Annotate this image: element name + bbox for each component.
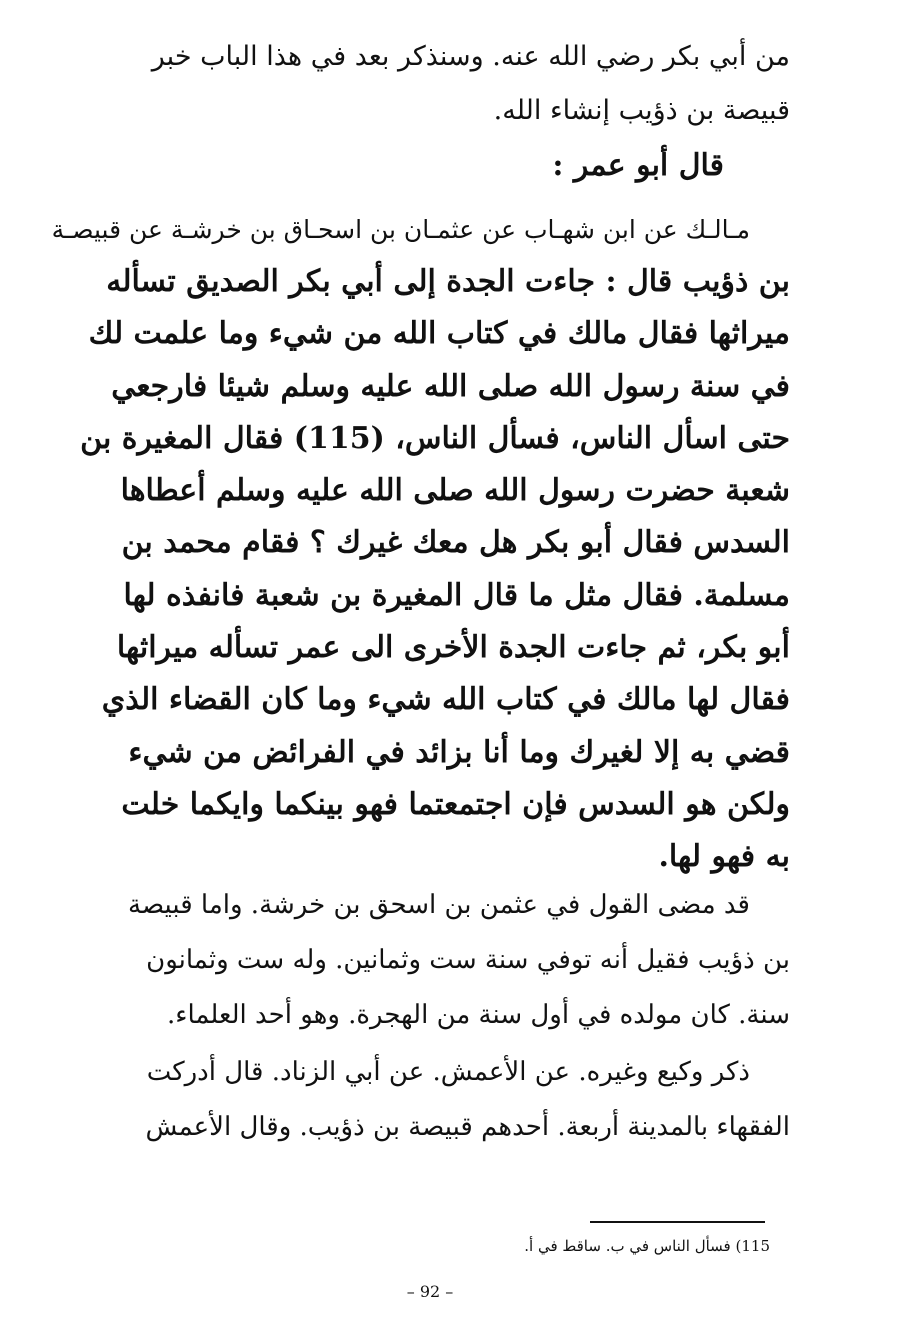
text-line: بن ذؤيب قال : جاءت الجدة إلى أبي بكر الصديق تسأله	[106, 264, 790, 299]
commentary-paragraph-2	[110, 1045, 790, 1155]
commentary-paragraph	[110, 878, 790, 1043]
text-line: مـالـك عن ابن شهـاب عن عثمـان بن اسحـاق بن خرشـة عن قبيصـة	[51, 215, 750, 244]
section-heading: قال أبو عمر :	[552, 148, 724, 183]
text-line: قضي به إلا لغيرك وما أنا بزائد في الفرائض من شيء	[128, 734, 790, 770]
text-line: قد مضى القول في عثمن بن اسحق بن خرشة. واما قبيصة	[128, 890, 750, 920]
page-number: – 92 –	[406, 1282, 454, 1301]
text-line: السدس فقال أبو بكر هل معك غيرك ؟ فقام محمد بن	[121, 525, 790, 561]
footnote: 115) فسأل الناس في ب. ساقط في أ.	[524, 1237, 770, 1255]
text-line: من أبي بكر رضي الله عنه. وسنذكر بعد في هذا الباب خبر	[151, 41, 790, 72]
intro-paragraph	[110, 30, 790, 138]
hadith-text	[80, 256, 790, 884]
text-line: مسلمة. فقال مثل ما قال المغيرة بن شعبة فانفذه لها	[123, 577, 790, 613]
footnote-divider	[590, 1221, 765, 1223]
text-line: بن ذؤيب فقيل أنه توفي سنة ست وثمانين. وله ست وثمانون	[146, 945, 790, 975]
text-line: في سنة رسول الله صلى الله عليه وسلم شيئا فارجعي	[111, 368, 790, 404]
text-line: حتى اسأل الناس، فسأل الناس، (115) فقال المغيرة بن	[80, 420, 790, 456]
text-line: أبو بكر، ثم جاءت الجدة الأخرى الى عمر تسأله ميراثها	[116, 630, 790, 666]
narration-chain	[51, 208, 790, 252]
text-line: قبيصة بن ذؤيب إنشاء الله.	[493, 95, 790, 126]
text-line: فقال لها مالك في كتاب الله شيء وما كان القضاء الذي	[101, 682, 790, 718]
text-line: سنة. كان مولده في أول سنة من الهجرة. وهو أحد العلماء.	[166, 1000, 790, 1030]
text-line: ولكن هو السدس فإن اجتمعتما فهو بينكما وايكما خلت	[121, 786, 790, 822]
text-line: ذكر وكيع وغيره. عن الأعمش. عن أبي الزناد. قال أدركت	[146, 1057, 750, 1087]
text-line: به فهو لها.	[658, 839, 790, 875]
text-line: شعبة حضرت رسول الله صلى الله عليه وسلم أعطاها	[120, 473, 790, 509]
text-line: ميراثها فقال مالك في كتاب الله من شيء وما علمت لك	[88, 316, 790, 352]
text-line: الفقهاء بالمدينة أربعة. أحدهم قبيصة بن ذؤيب. وقال الأعمش	[145, 1112, 790, 1142]
